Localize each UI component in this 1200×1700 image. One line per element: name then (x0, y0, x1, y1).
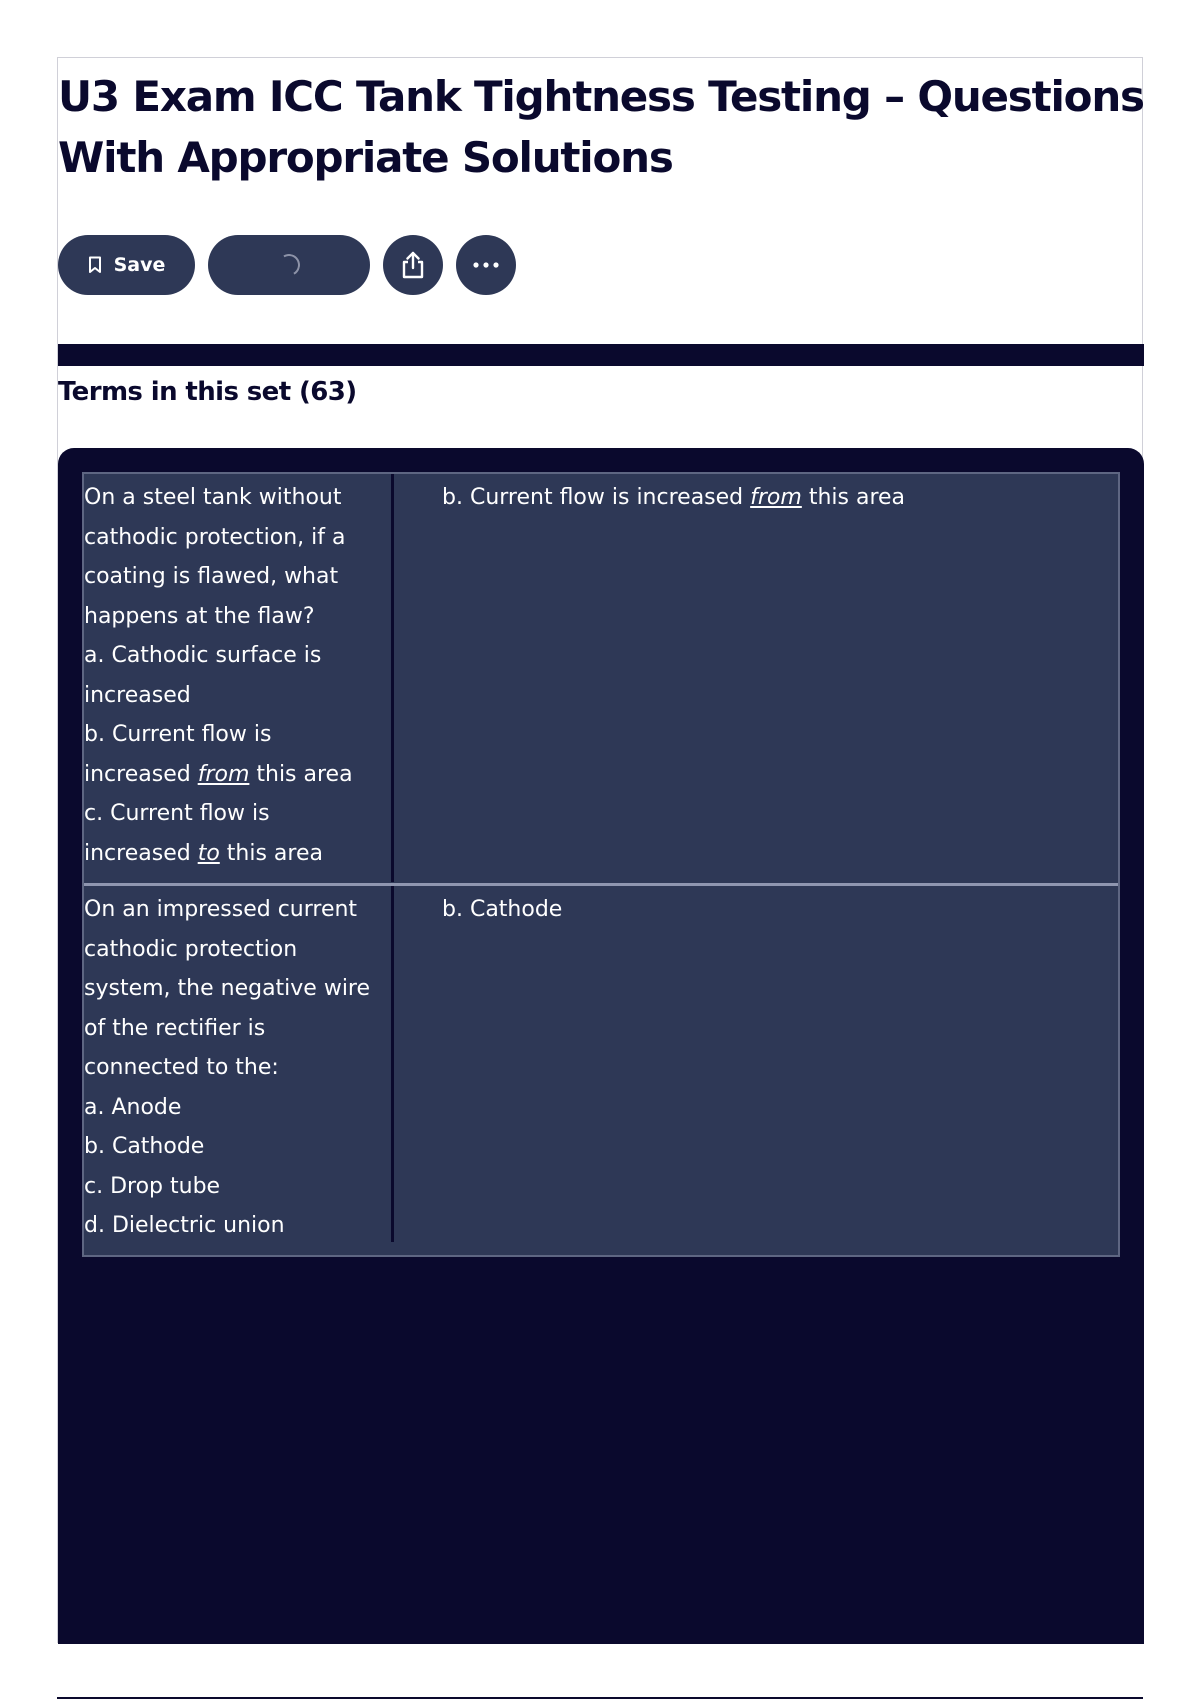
term-line: b. Cathode (84, 1134, 205, 1159)
save-button[interactable] (58, 235, 195, 295)
footer-divider (57, 1697, 1143, 1699)
terms-panel (58, 448, 1144, 1644)
term-line: a. Anode (84, 1094, 182, 1120)
term-line: a. Cathodic surface is (84, 643, 322, 668)
study-set-page (57, 57, 1143, 1643)
definition-text (394, 474, 1118, 883)
share-icon (400, 251, 426, 279)
bookmark-icon (88, 256, 102, 274)
term-line: c. Drop tube (84, 1173, 221, 1199)
term-emphasis: from (197, 761, 250, 787)
term-line-part: increased (84, 840, 198, 866)
term-line: c. Current flow is (84, 801, 270, 826)
term-line: b. Current flow is (84, 722, 272, 747)
term-line: cathodic protection, if a (84, 524, 346, 550)
definition-text: b. Cathode (442, 897, 563, 922)
term-line: coating is flawed, what (84, 564, 339, 589)
action-bar (58, 235, 658, 295)
page-title-line-2: With Appropriate Solutions (58, 133, 673, 182)
term-line-part: this area (249, 761, 353, 787)
term-line: On a steel tank without (84, 485, 342, 510)
terms-table (82, 472, 1120, 1257)
share-button[interactable] (383, 235, 443, 295)
term-line: system, the negative wire (84, 976, 371, 1001)
more-horizontal-icon (472, 261, 500, 269)
term-line-part: increased (84, 761, 198, 787)
term-line: increased (84, 682, 191, 708)
definition-emphasis: from (750, 485, 802, 510)
terms-heading: Terms in this set (63) (58, 377, 357, 407)
section-divider (58, 344, 1144, 366)
term-line (84, 755, 391, 795)
more-button[interactable] (456, 235, 516, 295)
definition-part: b. Current flow is increased (442, 485, 751, 510)
term-card[interactable] (84, 474, 1118, 883)
term-line: On an impressed current (84, 897, 358, 922)
term-line: connected to the: (84, 1055, 279, 1080)
term-line-part: this area (219, 840, 323, 866)
save-button-label: Save (113, 254, 166, 276)
term-line: cathodic protection (84, 936, 298, 962)
term-text (84, 474, 394, 882)
loading-button[interactable] (208, 235, 370, 295)
page-title-line-1: U3 Exam ICC Tank Tightness Testing – Questions (58, 72, 1144, 121)
term-line: of the rectifier is (84, 1015, 266, 1041)
term-text (84, 886, 394, 1242)
term-line (84, 834, 391, 874)
term-card[interactable] (84, 883, 1118, 1255)
definition-part: this area (801, 485, 906, 510)
term-line: happens at the flaw? (84, 603, 315, 629)
page-title (58, 66, 1144, 188)
term-emphasis: to (197, 840, 220, 866)
term-line: d. Dielectric union (84, 1213, 285, 1238)
spinner-icon (276, 252, 303, 279)
